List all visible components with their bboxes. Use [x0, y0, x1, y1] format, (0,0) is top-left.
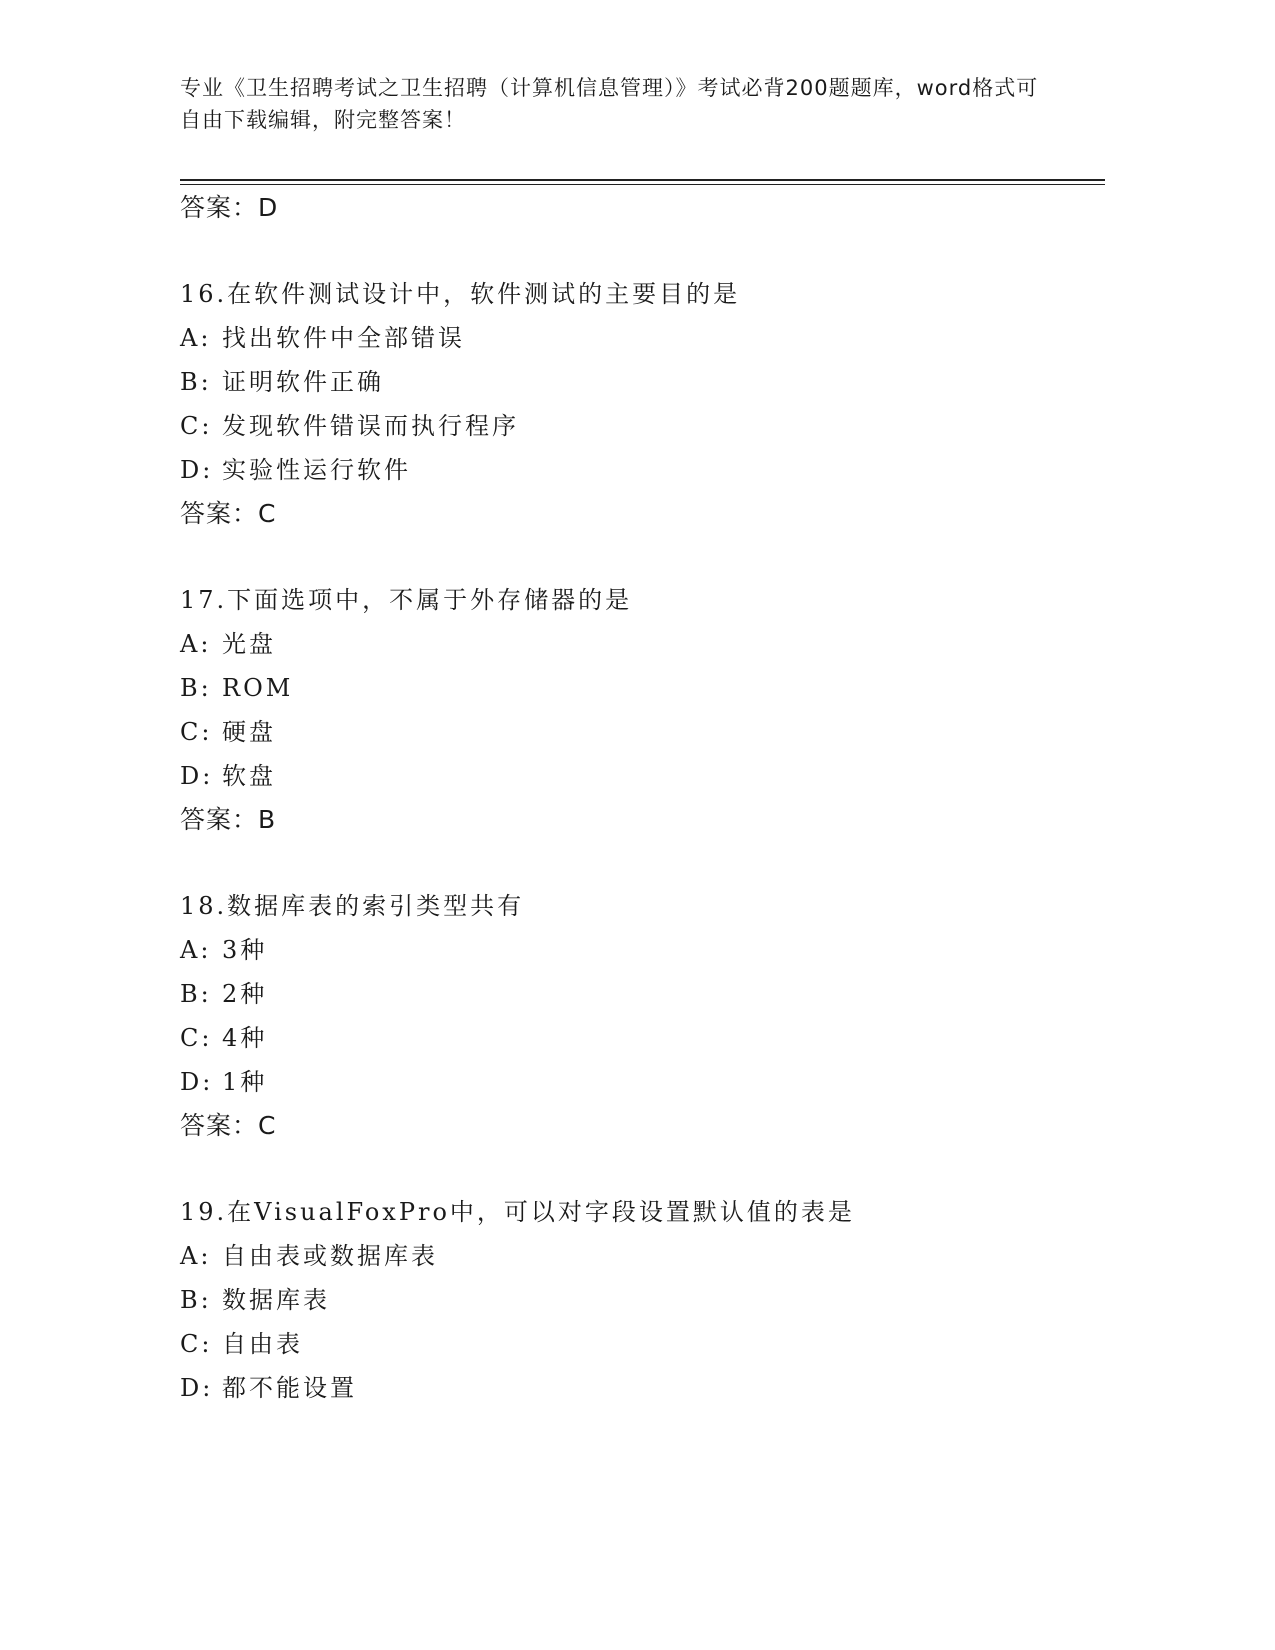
option-letter: C:: [180, 1024, 213, 1052]
option-text: 4种: [222, 1024, 268, 1052]
option-b: [180, 666, 1105, 710]
header-rule-thick: [180, 179, 1105, 181]
option-text: ROM: [222, 674, 294, 702]
option-letter: A:: [180, 936, 212, 964]
header-rule-thin: [180, 184, 1105, 185]
option-letter: A:: [180, 630, 212, 658]
option-text: 2种: [222, 980, 268, 1008]
question-block: [180, 578, 1105, 842]
option-b: [180, 972, 1105, 1016]
option-a: [180, 1234, 1105, 1278]
option-d: [180, 448, 1105, 492]
option-text: 硬盘: [222, 718, 276, 746]
answer-line: 答案：B: [180, 805, 277, 834]
option-letter: B:: [180, 1286, 212, 1314]
option-text: 光盘: [222, 630, 276, 658]
option-a: [180, 928, 1105, 972]
option-letter: A:: [180, 324, 212, 352]
option-letter: B:: [180, 980, 212, 1008]
option-text: 数据库表: [222, 1286, 330, 1314]
option-letter: C:: [180, 412, 213, 440]
option-c: [180, 710, 1105, 754]
question-block: [180, 884, 1105, 1148]
option-c: [180, 1016, 1105, 1060]
option-letter: A:: [180, 1242, 212, 1270]
document-body: [180, 186, 1105, 1410]
option-letter: B:: [180, 368, 212, 396]
option-letter: B:: [180, 674, 212, 702]
option-text: 3种: [222, 936, 268, 964]
option-text: 证明软件正确: [222, 368, 384, 396]
option-b: [180, 1278, 1105, 1322]
question-title: 16.在软件测试设计中，软件测试的主要目的是: [180, 280, 741, 308]
question-title: 17.下面选项中，不属于外存储器的是: [180, 586, 633, 614]
option-text: 都不能设置: [222, 1374, 357, 1402]
option-letter: D:: [180, 762, 214, 790]
option-letter: C:: [180, 718, 213, 746]
answer-line: 答案：C: [180, 1111, 277, 1140]
option-c: [180, 1322, 1105, 1366]
option-text: 实验性运行软件: [222, 456, 411, 484]
option-letter: D:: [180, 1374, 214, 1402]
question-title: 19.在VisualFoxPro中，可以对字段设置默认值的表是: [180, 1198, 855, 1226]
option-letter: D:: [180, 1068, 214, 1096]
option-d: [180, 754, 1105, 798]
answer-line: 答案：C: [180, 499, 277, 528]
option-text: 软盘: [222, 762, 276, 790]
question-title: 18.数据库表的索引类型共有: [180, 892, 525, 920]
option-d: [180, 1060, 1105, 1104]
option-d: [180, 1366, 1105, 1410]
answer-line: 答案：D: [180, 193, 279, 222]
option-text: 1种: [222, 1068, 268, 1096]
option-letter: C:: [180, 1330, 213, 1358]
option-letter: D:: [180, 456, 214, 484]
option-c: [180, 404, 1105, 448]
option-b: [180, 360, 1105, 404]
option-text: 发现软件错误而执行程序: [222, 412, 519, 440]
option-text: 自由表: [222, 1330, 303, 1358]
option-text: 找出软件中全部错误: [222, 324, 465, 352]
question-block: [180, 1190, 1105, 1410]
option-a: [180, 316, 1105, 360]
option-text: 自由表或数据库表: [222, 1242, 438, 1270]
question-block: [180, 272, 1105, 536]
document-header: 专业《卫生招聘考试之卫生招聘（计算机信息管理）》考试必背200题题库，word格式可自由下载编辑，附完整答案！: [180, 76, 1039, 132]
option-a: [180, 622, 1105, 666]
